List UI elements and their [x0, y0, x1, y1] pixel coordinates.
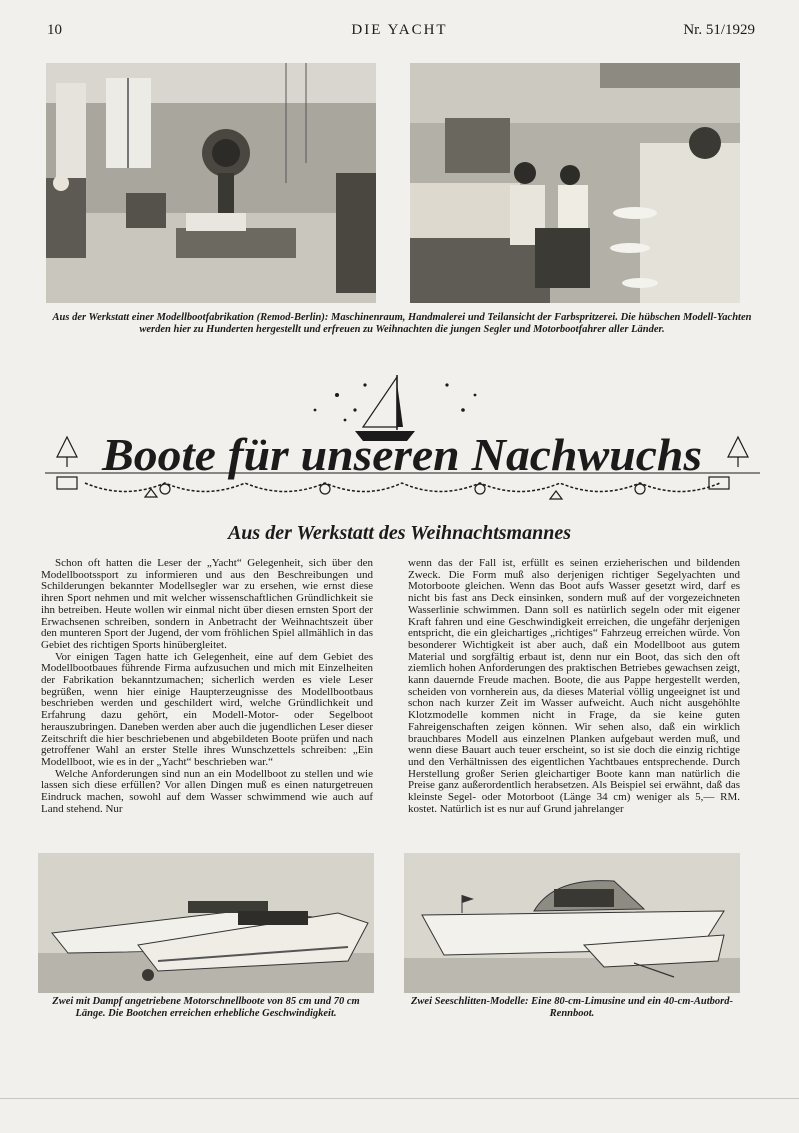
christmas-tree-icon	[709, 437, 748, 489]
photo-caption-bottom-right: Zwei Seeschlitten-Modelle: Eine 80-cm-Limusine und ein 40-cm-Autbord-Rennboot.	[411, 996, 733, 1019]
banner-script-title: Boote für unseren Nachwuchs	[100, 429, 703, 480]
article-paragraph: Vor einigen Tagen hatte ich Gelegenheit, eine auf dem Gebiet des Modellbootbaues führende Firma aufzusuchen und mich mit Einzelheiten der Fabrikation bekanntzumachen; sicherlich werden es viele Leser begrüßen, wenn hier einige Haupterzeugnisse des Modellbootbaus beschrieben werden und geschildert wird, welche Gründlichkeit und Erfahrung dazu gehört, ein Modell-Motor- oder Segelboot herauszubringen. Daneben werden aber auch die jugendlichen Leser dieser Zeitschrift die hier beschriebenen und abgebildeten Boote prüfen und nach getroffener Wahl an erster Stelle ihres Wunschzettels schreiben: „Ein Modellboot, wie es in der „Yacht“ beschrieben war.“	[41, 650, 373, 768]
star-icons	[314, 383, 477, 421]
christmas-tree-icon	[57, 437, 77, 489]
workshop-photo-hand-painting	[410, 63, 740, 303]
magazine-title: DIE YACHT	[351, 22, 448, 38]
article-paragraph: wenn das der Fall ist, erfüllt es seinen erzieherischen und bildenden Zweck. Die Form muß also derjenigen richtiger Segelyachten und Motorboote gleichen. Wenn das Boot aufs Wasser gesetzt wird, darf es nicht bis fast ans Deck einsinken, sondern muß auf der vorgezeichneten Wasserlinie schwimmen. Dann soll es natürlich segeln oder mit eigener Kraft fahren und eine Geschwindigkeit erreichen, die ungefähr derjenigen entspricht, die ein gleichartiges „richtiges“ Fahrzeug erreichen würde. Von besonderer Wichtigkeit ist aber auch, daß ein Modellboot aus gutem Material und sorgfältig erbaut ist, denn nur ein Boot, das sich den oft ziemlich hohen Anforderungen des praktischen Betriebes gewachsen zeigt, kann dauernde Freude machen. Boote, die aus Pappe hergestellt werden, scheiden von vornherein aus, da dieses Material völlig ungeeignet ist und schon nach kurzer Zeit im Wasser aufweicht. Auch nicht ausgehöhlte Klotzmodelle kommen nicht in Frage, da sie keine guten Fahreigenschaften zeigen können. Wir sehen also, daß ein wirklich brauchbares Modell aus einzelnen Planken aufgebaut werden muß, und wenn diese Bauart auch teuer erscheint, so ist sie doch die einzig richtige und den Verhältnissen des eigentlichen Yachtbaues entsprechende. Durch Herstellung großer Serien gleichartiger Boote kann man natürlich die Preise ganz außerordentlich herabsetzen. Als Beispiel sei erwähnt, daß das kleinste Segel- oder Motorboot (Länge 34 cm) weniger als 5,— RM. kostet. Natürlich ist es nur auf Grund jahrelanger	[408, 557, 740, 815]
article-heading: Aus der Werkstatt des Weihnachtsmannes	[227, 522, 572, 544]
issue-number: Nr. 51/1929	[683, 22, 755, 38]
photo-caption-bottom-left: Zwei mit Dampf angetriebene Motorschnellboote von 85 cm und 70 cm Länge. Die Bootchen erreichen erhebliche Geschwindigkeit.	[52, 996, 360, 1019]
article-paragraph: Welche Anforderungen sind nun an ein Modellboot zu stellen und wie lassen sich diese erfüllen? Vor allen Dingen muß es einen naturgetreuen Eindruck machen, sowohl auf dem Wasser schwimmend wie auch auf Land stehend. Nur	[41, 767, 373, 815]
workshop-photo-machine-room	[46, 63, 376, 303]
garland-decoration	[85, 483, 720, 492]
speedboat-models-photo	[38, 853, 374, 993]
page-header	[0, 22, 799, 42]
christmas-banner	[45, 365, 760, 515]
sea-sled-models-photo	[404, 853, 740, 993]
ornament-icons	[145, 484, 645, 499]
article-column-left	[41, 558, 373, 815]
article-column-right	[408, 558, 740, 815]
article-paragraph: Schon oft hatten die Leser der „Yacht“ Gelegenheit, sich über den Modellbootssport zu informieren und aus den Beschreibungen und Schilderungen bekannter Modellsegler war zu ersehen, wie ernst diese ihren Sport nehmen und mit welcher wissenschaftlichen Gründlichkeit sie ihn betreiben. Heute wollen wir einmal nicht über diesen ernsten Sport der Erwachsenen schreiben, sondern in Anbetracht der Weihnachtszeit über den munteren Sport der Jugend, der vom fröhlichen Spiel allmählich in das Gebiet des richtigen Sports hinübergleitet.	[41, 557, 373, 651]
page-bottom-rule	[0, 1098, 799, 1099]
photo-caption-top: Aus der Werkstatt einer Modellbootfabrikation (Remod-Berlin): Maschinenraum, Handmalerei und Teilansicht der Farbspritzerei. Die hübschen Modell-Yachten werden hier zu Hunderten hergestellt und erfreuen zu Weihnachten die jungen Segler und Motorbootfahrer aller Länder.	[52, 312, 752, 335]
page-number: 10	[47, 22, 62, 38]
